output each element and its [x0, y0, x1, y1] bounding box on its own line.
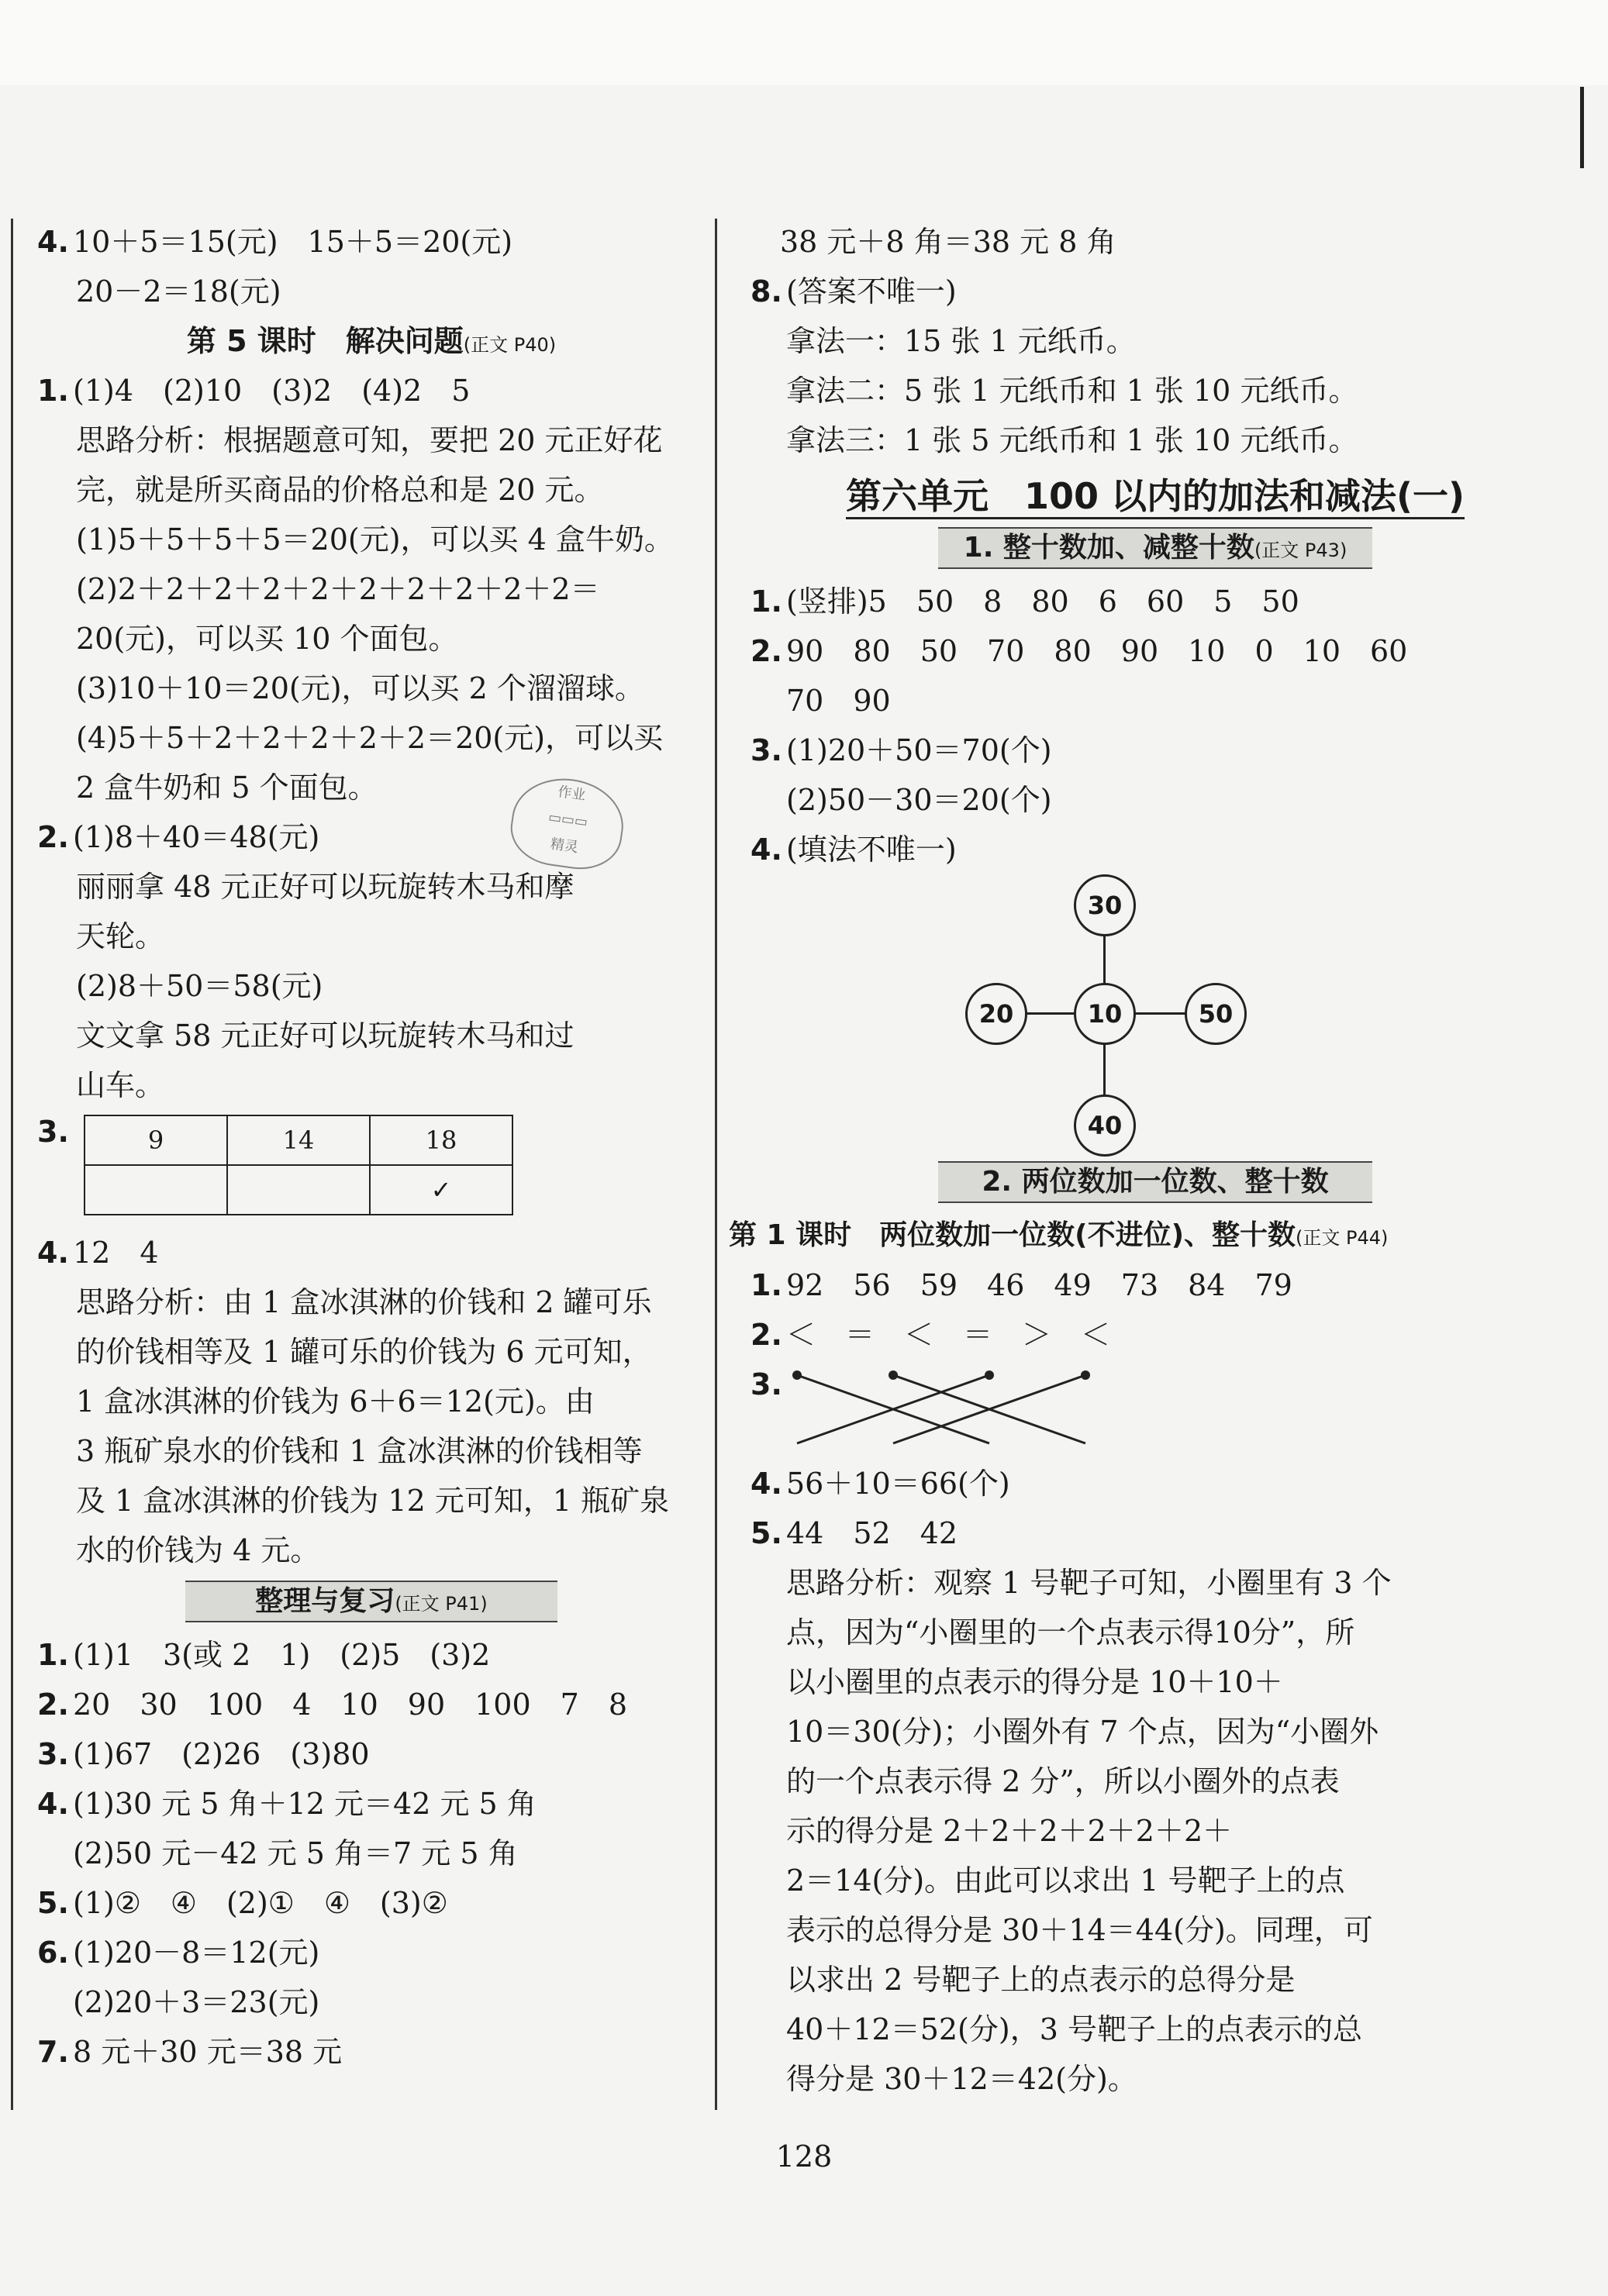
item-number: 2.	[37, 820, 69, 854]
answer-line	[37, 1228, 706, 1277]
analysis-line	[37, 614, 706, 664]
section-title: 2. 两位数加一位数、整十数	[982, 1166, 1329, 1198]
answer-line	[729, 1260, 1582, 1310]
analysis-line	[37, 713, 706, 763]
analysis-line	[729, 1955, 1582, 2005]
stamp-mid: ▭▭▭	[547, 808, 589, 831]
answer-line	[729, 775, 1582, 825]
section-band	[185, 1581, 557, 1622]
answer-text: (竖排)5 50 8 80 6 60 5 50	[786, 584, 1299, 619]
answer-line	[37, 1878, 706, 1928]
analysis-text: 得分是 30＋12＝42(分)。	[786, 2062, 1137, 2096]
analysis-text: 3 瓶矿泉水的价钱和 1 盒冰淇淋的价钱相等	[76, 1434, 643, 1468]
table-cell: 9	[85, 1115, 227, 1165]
answer-line	[729, 415, 1582, 465]
analysis-text: 2＝14(分)。由此可以求出 1 号靶子上的点	[786, 1863, 1345, 1898]
analysis-text: (1)5＋5＋5＋5＝20(元)，可以买 4 盒牛奶。	[76, 522, 674, 557]
item-number: 5.	[37, 1886, 69, 1920]
analysis-line	[37, 465, 706, 515]
item-number: 2.	[37, 1688, 69, 1722]
analysis-text: 20(元)，可以买 10 个面包。	[76, 622, 458, 656]
answer-text: 拿法二：5 张 1 元纸币和 1 张 10 元纸币。	[786, 374, 1358, 408]
analysis-text: 思路分析：根据题意可知，要把 20 元正好花	[76, 423, 663, 457]
answer-text: (2)8＋50＝58(元)	[76, 969, 323, 1003]
answer-text: 12 4	[73, 1236, 159, 1270]
answer-line	[37, 217, 706, 267]
answer-line	[37, 1060, 706, 1110]
analysis-line	[37, 1277, 706, 1327]
answer-line	[729, 366, 1582, 415]
answer-text: 8 元＋30 元＝38 元	[73, 2035, 343, 2069]
item-number: 6.	[37, 1936, 69, 1970]
answer-line	[729, 217, 1582, 267]
answer-line	[729, 267, 1582, 316]
analysis-line	[729, 1657, 1582, 1707]
item-number: 4.	[37, 225, 69, 259]
answer-text: (2)50－30＝20(个)	[786, 783, 1052, 817]
answer-line	[37, 812, 706, 862]
answer-line	[37, 1829, 706, 1878]
answer-line	[729, 316, 1582, 366]
answer-line	[729, 726, 1582, 775]
analysis-line	[729, 1856, 1582, 1905]
analysis-text: 40＋12＝52(分)，3 号靶子上的点表示的总	[786, 2012, 1362, 2046]
analysis-line	[37, 664, 706, 713]
analysis-line	[729, 1806, 1582, 1856]
answer-line	[37, 1928, 706, 1977]
answer-table	[84, 1115, 513, 1215]
analysis-line	[37, 564, 706, 614]
left-margin-rule	[11, 219, 13, 2110]
analysis-text: 思路分析：由 1 盒冰淇淋的价钱和 2 罐可乐	[76, 1285, 652, 1319]
item-number: 4.	[751, 833, 782, 867]
answer-text: 20－2＝18(元)	[76, 274, 281, 309]
table-cell	[227, 1165, 370, 1215]
answer-line	[37, 1680, 706, 1729]
item-number: 3.	[751, 1367, 782, 1401]
analysis-text: 完，就是所买商品的价格总和是 20 元。	[76, 473, 604, 507]
answer-text: 天轮。	[76, 919, 165, 953]
answer-line	[37, 961, 706, 1011]
answer-line	[37, 1977, 706, 2027]
answer-line	[37, 1729, 706, 1779]
section-heading	[37, 1575, 706, 1630]
answer-line	[729, 1459, 1582, 1508]
answer-text: (1)② ④ (2)① ④ (3)②	[73, 1886, 448, 1920]
lesson-title: 第 1 课时 两位数加一位数(不进位)、整十数	[729, 1219, 1296, 1251]
analysis-line	[37, 1525, 706, 1575]
analysis-text: 10＝30(分)；小圈外有 7 个点，因为“小圈外	[786, 1715, 1379, 1749]
matching-lines	[786, 1360, 1112, 1459]
analysis-text: (3)10＋10＝20(元)，可以买 2 个溜溜球。	[76, 671, 644, 705]
answer-text: (1)67 (2)26 (3)80	[73, 1737, 370, 1771]
analysis-line	[729, 1707, 1582, 1756]
lesson-heading	[729, 1211, 1582, 1260]
analysis-text: (4)5＋5＋2＋2＋2＋2＋2＝20(元)，可以买	[76, 721, 664, 755]
answer-line	[729, 825, 1582, 874]
number-cross-diagram	[729, 874, 1582, 1161]
answer-text: (1)30 元 5 角＋12 元＝42 元 5 角	[73, 1787, 537, 1821]
column-divider	[715, 219, 717, 2110]
unit-heading	[729, 465, 1582, 527]
item-number: 4.	[751, 1467, 782, 1501]
item-number: 4.	[37, 1787, 69, 1821]
diagram-circle-top: 30	[1074, 874, 1136, 936]
analysis-text: 2 盒牛奶和 5 个面包。	[76, 771, 378, 805]
analysis-line	[37, 1426, 706, 1476]
answer-text: (2)20＋3＝23(元)	[73, 1985, 320, 2019]
analysis-line	[729, 2005, 1582, 2054]
answer-text: 10＋5＝15(元) 15＋5＝20(元)	[73, 225, 513, 259]
table-cell: 18	[370, 1115, 512, 1165]
q3-block	[37, 1115, 706, 1228]
answer-line	[37, 1779, 706, 1829]
analysis-text: 点，因为“小圈里的一个点表示得10分”，所	[786, 1615, 1355, 1650]
analysis-line	[37, 1377, 706, 1426]
unit-title: 第六单元 100 以内的加法和减法(一)	[846, 475, 1465, 519]
analysis-line	[37, 1476, 706, 1525]
section-title: 整理与复习	[255, 1585, 395, 1617]
lesson-ref: (正文 P44)	[1296, 1227, 1389, 1249]
diagram-circle-center: 10	[1074, 983, 1136, 1045]
answer-text: (1)8＋40＝48(元)	[73, 820, 320, 854]
analysis-text: 的一个点表示得 2 分”，所以小圈外的点表	[786, 1764, 1340, 1798]
analysis-text: 1 盒冰淇淋的价钱为 6＋6＝12(元)。由	[76, 1384, 595, 1419]
answer-line	[37, 1630, 706, 1680]
analysis-text: 示的得分是 2＋2＋2＋2＋2＋2＋	[786, 1814, 1233, 1848]
answer-text: 44 52 42	[786, 1516, 958, 1550]
answer-text: 丽丽拿 48 元正好可以玩旋转木马和摩	[76, 870, 575, 904]
analysis-line	[729, 2054, 1582, 2104]
analysis-text: 以小圈里的点表示的得分是 10＋10＋	[786, 1665, 1283, 1699]
analysis-line	[37, 515, 706, 564]
answer-line	[37, 366, 706, 415]
item-number: 3.	[37, 1737, 69, 1771]
answer-line	[729, 626, 1582, 676]
answer-text: ＜ ＝ ＜ ＝ ＞ ＜	[786, 1318, 1111, 1352]
diagram-circle-bottom: 40	[1074, 1095, 1136, 1157]
analysis-text: 思路分析：观察 1 号靶子可知，小圈里有 3 个	[786, 1566, 1392, 1600]
right-column	[729, 217, 1582, 2104]
diagram-circle-left: 20	[965, 983, 1027, 1045]
stamp-text-top: 作业	[557, 783, 587, 804]
item-number: 7.	[37, 2035, 69, 2069]
item-number: 1.	[37, 1638, 69, 1672]
answer-text: 山车。	[76, 1068, 165, 1102]
analysis-text: (2)2＋2＋2＋2＋2＋2＋2＋2＋2＋2＝	[76, 572, 600, 606]
section-title: 1. 整十数加、减整十数	[963, 532, 1254, 564]
section-ref: (正文 P43)	[1254, 540, 1347, 561]
answer-text: 70 90	[786, 684, 891, 718]
page-edge-line	[1580, 87, 1584, 168]
item-number: 4.	[37, 1236, 69, 1270]
page-number: 128	[775, 2139, 833, 2174]
analysis-text: 水的价钱为 4 元。	[76, 1533, 320, 1567]
lesson-heading	[37, 316, 706, 366]
analysis-line	[37, 763, 706, 812]
left-column	[37, 217, 706, 2077]
item-number: 3.	[751, 733, 782, 767]
answer-text: 38 元＋8 角＝38 元 8 角	[780, 225, 1116, 259]
analysis-line	[37, 415, 706, 465]
analysis-line	[729, 1558, 1582, 1608]
diagram-circle-right: 50	[1185, 983, 1247, 1045]
item-number: 8.	[751, 274, 782, 309]
answer-line	[37, 862, 706, 912]
lesson-title: 第 5 课时 解决问题	[186, 324, 464, 358]
item-number: 5.	[751, 1516, 782, 1550]
answer-text: 文文拿 58 元正好可以玩旋转木马和过	[76, 1019, 575, 1053]
item-number: 1.	[37, 374, 69, 408]
section-band	[938, 1161, 1372, 1203]
table-cell	[85, 1165, 227, 1215]
check-mark-cell: ✓	[370, 1165, 512, 1215]
item-number: 3.	[37, 1115, 69, 1149]
answer-text: (1)20－8＝12(元)	[73, 1936, 320, 1970]
section-heading	[729, 1161, 1582, 1211]
item-number: 1.	[751, 1268, 782, 1302]
stamp-text-bottom: 精灵	[549, 836, 580, 857]
analysis-line	[729, 1905, 1582, 1955]
matching-block	[729, 1360, 1582, 1459]
answer-text: (1)4 (2)10 (3)2 (4)2 5	[73, 374, 471, 408]
answer-text: 拿法一：15 张 1 元纸币。	[786, 324, 1136, 358]
item-number: 1.	[751, 584, 782, 619]
answer-text: (填法不唯一)	[786, 833, 957, 867]
answer-line	[37, 912, 706, 961]
analysis-text: 及 1 盒冰淇淋的价钱为 12 元可知，1 瓶矿泉	[76, 1484, 670, 1518]
section-ref: (正文 P41)	[395, 1593, 488, 1615]
answer-text: 90 80 50 70 80 90 10 0 10 60	[786, 634, 1408, 668]
answer-line	[729, 577, 1582, 626]
answer-line	[729, 1508, 1582, 1558]
analysis-line	[729, 1608, 1582, 1657]
table-cell: 14	[227, 1115, 370, 1165]
answer-text: (1)1 3(或 2 1) (2)5 (3)2	[73, 1638, 491, 1672]
answer-line	[729, 676, 1582, 726]
answer-line	[37, 2027, 706, 2077]
analysis-text: 表示的总得分是 30＋14＝44(分)。同理，可	[786, 1913, 1373, 1947]
analysis-line	[37, 1327, 706, 1377]
analysis-text: 以求出 2 号靶子上的点表示的总得分是	[786, 1963, 1296, 1997]
answer-text: 20 30 100 4 10 90 100 7 8	[73, 1688, 628, 1722]
item-number: 2.	[751, 634, 782, 668]
answer-text: 92 56 59 46 49 73 84 79	[786, 1268, 1292, 1302]
answer-text: (2)50 元－42 元 5 角＝7 元 5 角	[73, 1836, 518, 1870]
page-top-band	[0, 0, 1608, 85]
analysis-text: 的价钱相等及 1 罐可乐的价钱为 6 元可知，	[76, 1335, 652, 1369]
answer-text: 56＋10＝66(个)	[786, 1467, 1010, 1501]
answer-text: 拿法三：1 张 5 元纸币和 1 张 10 元纸币。	[786, 423, 1358, 457]
answer-line	[729, 1310, 1582, 1360]
item-number: 2.	[751, 1318, 782, 1352]
answer-text: (1)20＋50＝70(个)	[786, 733, 1052, 767]
section-heading	[729, 527, 1582, 577]
lesson-ref: (正文 P40)	[463, 334, 557, 356]
answer-text: (答案不唯一)	[786, 274, 957, 309]
section-band	[938, 527, 1372, 569]
answer-line	[37, 267, 706, 316]
answer-line	[37, 1011, 706, 1060]
analysis-line	[729, 1756, 1582, 1806]
